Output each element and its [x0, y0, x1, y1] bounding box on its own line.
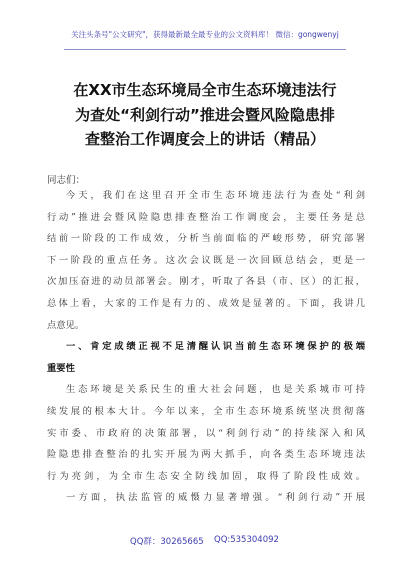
body-line: 险隐患排查整治的扎实开展为两大抓手，向各类生态环境违法: [47, 449, 365, 461]
body-line: 续发展的根本大计。今年以来，全市生态环境系统坚决贯彻落: [47, 405, 365, 417]
title-line: 查整治工作调度会上的讲话（精品）: [84, 130, 325, 148]
body-line: 今天，我们在这里召开全市生态环境违法行为查处“利剑: [66, 190, 365, 201]
footer-qq-contact: QQ:535304092: [214, 535, 279, 545]
body-line: 行动”推进会暨风险隐患排查整治工作调度会，主要任务是总: [47, 211, 365, 223]
body-line: 下一阶段的重点任务。这次会议既是一次回顾总结会，更是一: [47, 254, 365, 266]
header-banner: [64, 27, 346, 50]
footer-qq-group: QQ群：30265665: [130, 537, 204, 547]
document-title: [42, 78, 368, 152]
body-line: 实市委、市政府的决策部署，以“利剑行动”的持续深入和风: [47, 427, 365, 439]
body-line: 一方面，执法监管的威慑力显著增强。“利剑行动”开展: [66, 492, 365, 504]
section-heading: 重要性: [47, 362, 75, 374]
section-heading: 一、肯定成绩正视不足清醒认识当前生态环境保护的极端: [66, 341, 365, 353]
body-line: 总体上看，大家的工作是有力的、成效是显著的。下面，我讲几: [47, 297, 365, 309]
title-line: 为查处“利剑行动”推进会暨风险隐患排: [75, 105, 335, 124]
title-line: 在XX市生态环境局全市生态环境违法行: [73, 81, 337, 99]
body-line: 生态环境是关系民生的重大社会问题，也是关系城市可持: [66, 384, 365, 396]
speech-body: [47, 185, 365, 509]
body-line: 点意见。: [47, 319, 85, 331]
banner-text: 关注头条号"公文研究"，获得最新最全最专业的公文资料库！ 微信：gongwenyj: [71, 30, 339, 39]
body-line: 结前一阶段的工作成效，分析当前面临的严峻形势，研究部署: [47, 233, 365, 245]
body-line: 行为亮剑，为全市生态安全防线加固，取得了阶段性成效。: [47, 470, 365, 482]
body-line: 次加压奋进的动员部署会。刚才，听取了各县（市、区）的汇报，: [47, 276, 365, 288]
salutation: 同志们：: [47, 175, 86, 186]
